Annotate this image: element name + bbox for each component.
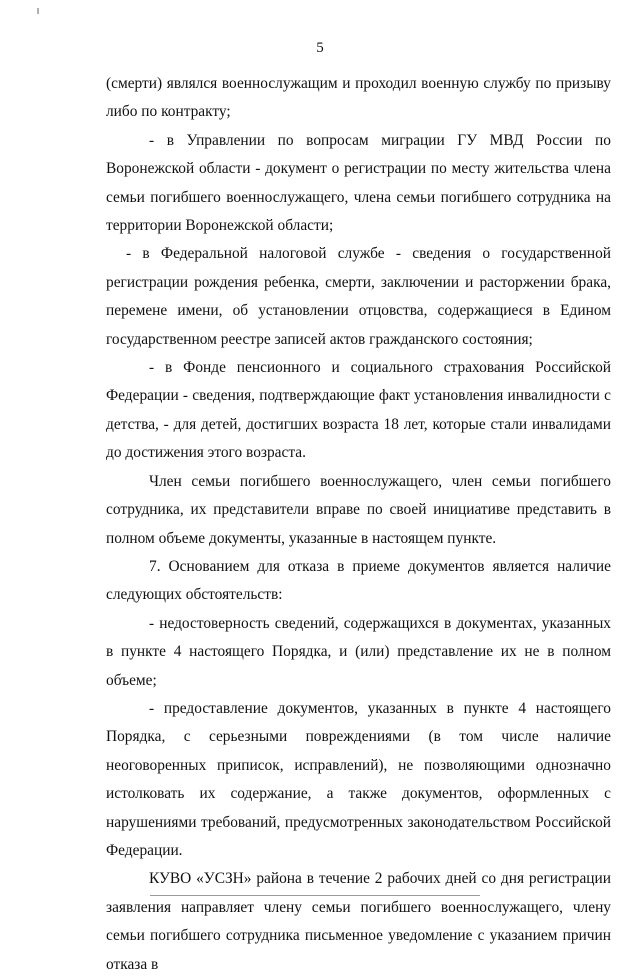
page-number: 5: [316, 40, 324, 56]
paragraph-unreliable-info: - недостоверность сведений, содержащихся в документах, указанных в пункте 4 настоящего Порядка, и (или) представление их не в полном объеме;: [106, 614, 611, 689]
paragraph-tax-service: - в Федеральной налоговой службе - сведения о государственной регистрации рождения ребенка, смерти, заключении и расторжении брака, перемене имени, об установлении отцовства, содержащиеся в Едином государственном реестре записей актов гражданского состояния;: [106, 245, 611, 348]
paragraph-damaged-documents: - предоставление документов, указанных в пункте 4 настоящего Порядка, с серьезными повреждениями (в том числе наличие неоговоренных приписок, исправлений), не позволяющими однозначно истолковать их содержание, а также документов, оформленных с нарушениями требований, предусмотренных законодательством Российской Федерации.: [106, 699, 611, 859]
paragraph-migration-office: - в Управлении по вопросам миграции ГУ МВД России по Воронежской области - документ о регистрации по месту жительства члена семьи погибшего военнослужащего, члена семьи погибшего сотрудника на территории Воронежской области;: [106, 131, 611, 235]
scan-edge-line: [150, 895, 480, 896]
scan-artifact: [37, 8, 39, 14]
paragraph-notification: КУВО «УСЗН» района в течение 2 рабочих дней со дня регистрации заявления направляет члену семьи погибшего военнослужащего, члену семьи погибшего сотрудника письменное уведомление с указанием причин отказа в: [106, 870, 611, 973]
paragraph-item-7: 7. Основанием для отказа в приеме документов является наличие следующих обстоятельств:: [106, 557, 611, 604]
paragraph-continuation: (смерти) являлся военнослужащим и проходил военную службу по призыву либо по контракту;: [106, 75, 611, 121]
document-body: [106, 70, 611, 979]
paragraph-representatives: Член семьи погибшего военнослужащего, член семьи погибшего сотрудника, их представители вправе по своей инициативе представить в полном объеме документы, указанные в настоящем пункте.: [106, 472, 611, 547]
paragraph-pension-fund: - в Фонде пенсионного и социального страхования Российской Федерации - сведения, подтверждающие факт установления инвалидности с детства, - для детей, достигших возраста 18 лет, которые стали инвалидами до достижения этого возраста.: [106, 359, 611, 462]
